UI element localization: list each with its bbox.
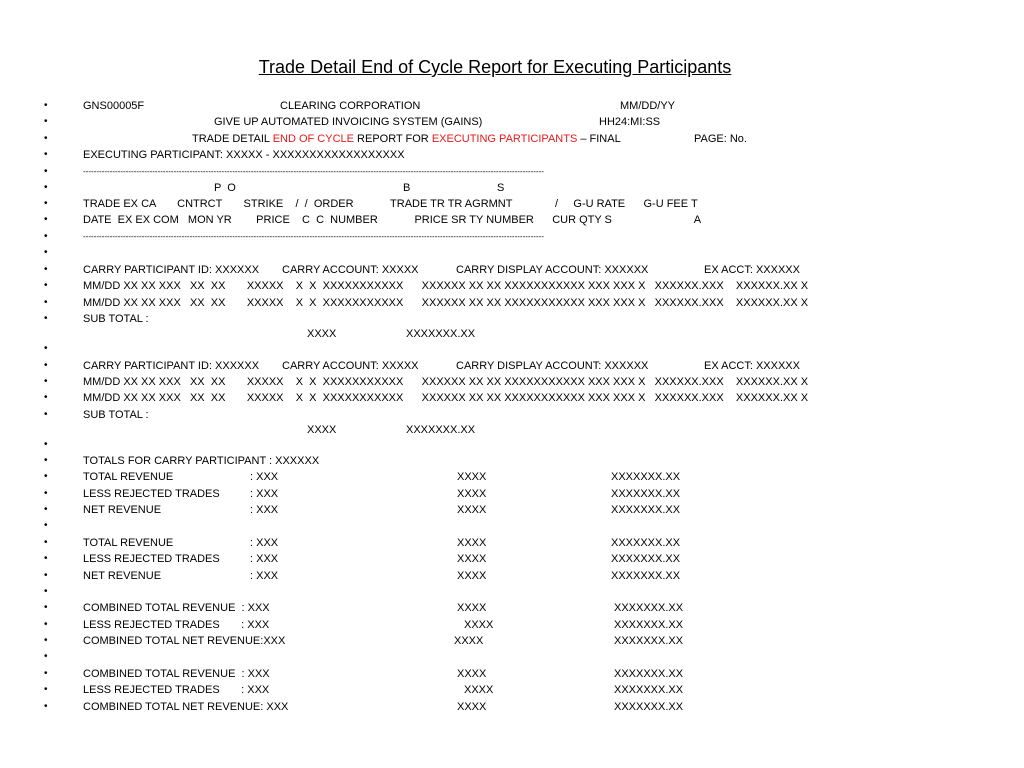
total-amount: XXXXXXX.XX: [611, 553, 681, 565]
header-line-3: [0, 131, 1024, 147]
carry-participant-id: CARRY PARTICIPANT ID: XXXXXX: [83, 360, 260, 372]
detail-row-text: MM/DD XX XX XXX XX XX XXXXX X X XXXXXXXXXXX XXXXXX XX XX XXXXXXXXXXX XXX XXX X XXXXXX.XXX XXXXXX.XX X: [83, 376, 809, 388]
subtotal-line: [0, 407, 1024, 423]
bullet: •: [44, 619, 48, 630]
bullet: •: [44, 247, 48, 258]
bullet: •: [44, 313, 48, 324]
carry-display-account: CARRY DISPLAY ACCOUNT: XXXXXX: [456, 360, 649, 372]
subtitle-part-1: TRADE DETAIL: [192, 133, 273, 145]
bullet: •: [44, 455, 48, 466]
separator-dashes: -----------------------------------------------------------------------------------------------------------------------------------------------------------------------------: [83, 167, 544, 176]
detail-row: [0, 374, 1024, 390]
combined-amount: XXXXXXX.XX: [614, 619, 684, 631]
column-header-row-2: [0, 196, 1024, 212]
header-line-1: [0, 98, 1024, 114]
bullet: •: [44, 343, 48, 354]
carry-header: [0, 262, 1024, 278]
header-line-2: [0, 114, 1024, 130]
subtotal-amount: XXXXXXX.XX: [406, 424, 476, 436]
carry-display-account: CARRY DISPLAY ACCOUNT: XXXXXX: [456, 264, 649, 276]
blank-line: [0, 649, 1024, 665]
bullet: •: [44, 360, 48, 371]
column-header-text: DATE EX EX COM MON YR PRICE C C NUMBER PRICE SR TY NUMBER CUR QTY S A: [83, 214, 702, 226]
bullet: •: [44, 392, 48, 403]
separator-line: [0, 229, 1024, 245]
combined-label: COMBINED TOTAL REVENUE : XXX: [83, 602, 270, 614]
total-label: TOTAL REVENUE: [83, 471, 174, 483]
bullet: •: [44, 537, 48, 548]
total-value: : XXX: [250, 537, 279, 549]
column-header-po: P O: [214, 182, 236, 194]
bullet: •: [44, 520, 48, 531]
combined-qty: XXXX: [457, 701, 487, 713]
combined-label: LESS REJECTED TRADES : XXX: [83, 619, 270, 631]
bullet: •: [44, 684, 48, 695]
carry-account: CARRY ACCOUNT: XXXXX: [282, 264, 419, 276]
bullet: •: [44, 570, 48, 581]
total-value: : XXX: [250, 471, 279, 483]
total-amount: XXXXXXX.XX: [611, 488, 681, 500]
combined-qty: XXXX: [457, 668, 487, 680]
blank-line: [0, 341, 1024, 357]
total-label: TOTAL REVENUE: [83, 537, 174, 549]
detail-row-text: MM/DD XX XX XXX XX XX XXXXX X X XXXXXXXXXXX XXXXXX XX XX XXXXXXXXXXX XXX XXX X XXXXXX.XXX XXXXXX.XX X: [83, 297, 809, 309]
bullet: •: [44, 198, 48, 209]
combined-total-row: [0, 682, 1024, 698]
bullet: •: [44, 602, 48, 613]
detail-row-text: MM/DD XX XX XXX XX XX XXXXX X X XXXXXXXXXXX XXXXXX XX XX XXXXXXXXXXX XXX XXX X XXXXXX.XXX XXXXXX.XX X: [83, 280, 809, 292]
column-header-b: B: [403, 182, 411, 194]
bullet: •: [44, 376, 48, 387]
bullet: •: [44, 586, 48, 597]
combined-amount: XXXXXXX.XX: [614, 668, 684, 680]
subtotal-label: SUB TOTAL :: [83, 409, 149, 421]
bullet: •: [44, 553, 48, 564]
total-row: [0, 568, 1024, 584]
bullet: •: [44, 280, 48, 291]
combined-label: LESS REJECTED TRADES : XXX: [83, 684, 270, 696]
total-qty: XXXX: [457, 570, 487, 582]
system-name: GIVE UP AUTOMATED INVOICING SYSTEM (GAINS): [214, 116, 483, 128]
subtotal-qty: XXXX: [307, 424, 337, 436]
combined-total-row: [0, 699, 1024, 715]
bullet: •: [44, 264, 48, 275]
total-row: [0, 551, 1024, 567]
combined-amount: XXXXXXX.XX: [614, 602, 684, 614]
subtitle-part-5: – FINAL: [577, 133, 621, 145]
bullet: •: [44, 116, 48, 127]
column-header-s: S: [497, 182, 505, 194]
total-value: : XXX: [250, 504, 279, 516]
total-row: [0, 486, 1024, 502]
total-label: NET REVENUE: [83, 570, 162, 582]
separator-dashes: -----------------------------------------------------------------------------------------------------------------------------------------------------------------------------: [83, 232, 544, 241]
column-header-row-3: [0, 212, 1024, 228]
totals-header-text: TOTALS FOR CARRY PARTICIPANT : XXXXXX: [83, 455, 320, 467]
combined-qty: XXXX: [464, 619, 494, 631]
combined-total-row: [0, 666, 1024, 682]
detail-row: [0, 295, 1024, 311]
total-qty: XXXX: [457, 553, 487, 565]
bullet: •: [44, 439, 48, 450]
combined-label: COMBINED TOTAL NET REVENUE: XXX: [83, 701, 289, 713]
blank-line: [0, 584, 1024, 600]
blank-line: [0, 437, 1024, 453]
combined-amount: XXXXXXX.XX: [614, 701, 684, 713]
bullet: •: [44, 635, 48, 646]
bullet: •: [44, 651, 48, 662]
total-qty: XXXX: [457, 488, 487, 500]
ex-account: EX ACCT: XXXXXX: [704, 360, 800, 372]
carry-participant-id: CARRY PARTICIPANT ID: XXXXXX: [83, 264, 260, 276]
combined-amount: XXXXXXX.XX: [614, 684, 684, 696]
combined-label: COMBINED TOTAL REVENUE : XXX: [83, 668, 270, 680]
subtotal-line: [0, 311, 1024, 327]
blank-line: [0, 245, 1024, 261]
bullet: •: [44, 297, 48, 308]
report-title: Trade Detail End of Cycle Report for Executing Participants: [258, 57, 732, 77]
detail-row: [0, 390, 1024, 406]
report-id: GNS00005F: [83, 100, 145, 112]
subtotal-qty: XXXX: [307, 328, 337, 340]
bullet: •: [44, 668, 48, 679]
total-qty: XXXX: [457, 537, 487, 549]
total-label: LESS REJECTED TRADES: [83, 553, 220, 565]
bullet: •: [44, 488, 48, 499]
bullet: •: [44, 100, 48, 111]
column-header-text: TRADE EX CA CNTRCT STRIKE / / ORDER TRADE TR TR AGRMNT / G-U RATE G-U FEE T: [83, 198, 698, 210]
total-amount: XXXXXXX.XX: [611, 570, 681, 582]
total-value: : XXX: [250, 570, 279, 582]
report-date: MM/DD/YY: [620, 100, 675, 112]
column-header-row-1: [0, 180, 1024, 196]
bullet: •: [44, 133, 48, 144]
combined-qty: XXXX: [454, 635, 484, 647]
subtotal-values: [0, 422, 1024, 438]
subtitle-highlight-participants: EXECUTING PARTICIPANTS: [431, 133, 578, 145]
bullet: •: [44, 149, 48, 160]
detail-row-text: MM/DD XX XX XXX XX XX XXXXX X X XXXXXXXXXXX XXXXXX XX XX XXXXXXXXXXX XXX XXX X XXXXXX.XXX XXXXXX.XX X: [83, 392, 809, 404]
subtitle-part-3: REPORT FOR: [353, 133, 432, 145]
report-subtitle: [192, 131, 621, 147]
detail-row: [0, 278, 1024, 294]
bullet: •: [44, 166, 48, 177]
total-row: [0, 535, 1024, 551]
separator-line: [0, 164, 1024, 180]
blank-line: [0, 518, 1024, 534]
bullet: •: [44, 231, 48, 242]
executing-participant: EXECUTING PARTICIPANT: XXXXX - XXXXXXXXXXXXXXXXXX: [83, 149, 405, 161]
total-row: [0, 502, 1024, 518]
combined-label: COMBINED TOTAL NET REVENUE:XXX: [83, 635, 286, 647]
corporation-name: CLEARING CORPORATION: [280, 100, 421, 112]
bullet: •: [44, 182, 48, 193]
ex-account: EX ACCT: XXXXXX: [704, 264, 800, 276]
subtotal-label: SUB TOTAL :: [83, 313, 149, 325]
subtotal-values: [0, 326, 1024, 342]
bullet: •: [44, 471, 48, 482]
bullet: •: [44, 214, 48, 225]
totals-header: [0, 453, 1024, 469]
bullet: •: [44, 504, 48, 515]
combined-total-row: [0, 617, 1024, 633]
carry-account: CARRY ACCOUNT: XXXXX: [282, 360, 419, 372]
bullet: •: [44, 701, 48, 712]
total-label: LESS REJECTED TRADES: [83, 488, 220, 500]
page-number: PAGE: No.: [694, 133, 747, 145]
subtotal-amount: XXXXXXX.XX: [406, 328, 476, 340]
total-amount: XXXXXXX.XX: [611, 537, 681, 549]
report-time: HH24:MI:SS: [599, 116, 661, 128]
total-value: : XXX: [250, 553, 279, 565]
total-qty: XXXX: [457, 471, 487, 483]
total-value: : XXX: [250, 488, 279, 500]
carry-header: [0, 358, 1024, 374]
combined-qty: XXXX: [457, 602, 487, 614]
combined-qty: XXXX: [464, 684, 494, 696]
combined-total-row: [0, 600, 1024, 616]
combined-amount: XXXXXXX.XX: [614, 635, 684, 647]
total-row: [0, 469, 1024, 485]
combined-total-row: [0, 633, 1024, 649]
header-line-4: [0, 147, 1024, 163]
bullet: •: [44, 409, 48, 420]
total-qty: XXXX: [457, 504, 487, 516]
total-label: NET REVENUE: [83, 504, 162, 516]
total-amount: XXXXXXX.XX: [611, 471, 681, 483]
subtitle-highlight-cycle: END OF CYCLE: [272, 133, 354, 145]
total-amount: XXXXXXX.XX: [611, 504, 681, 516]
